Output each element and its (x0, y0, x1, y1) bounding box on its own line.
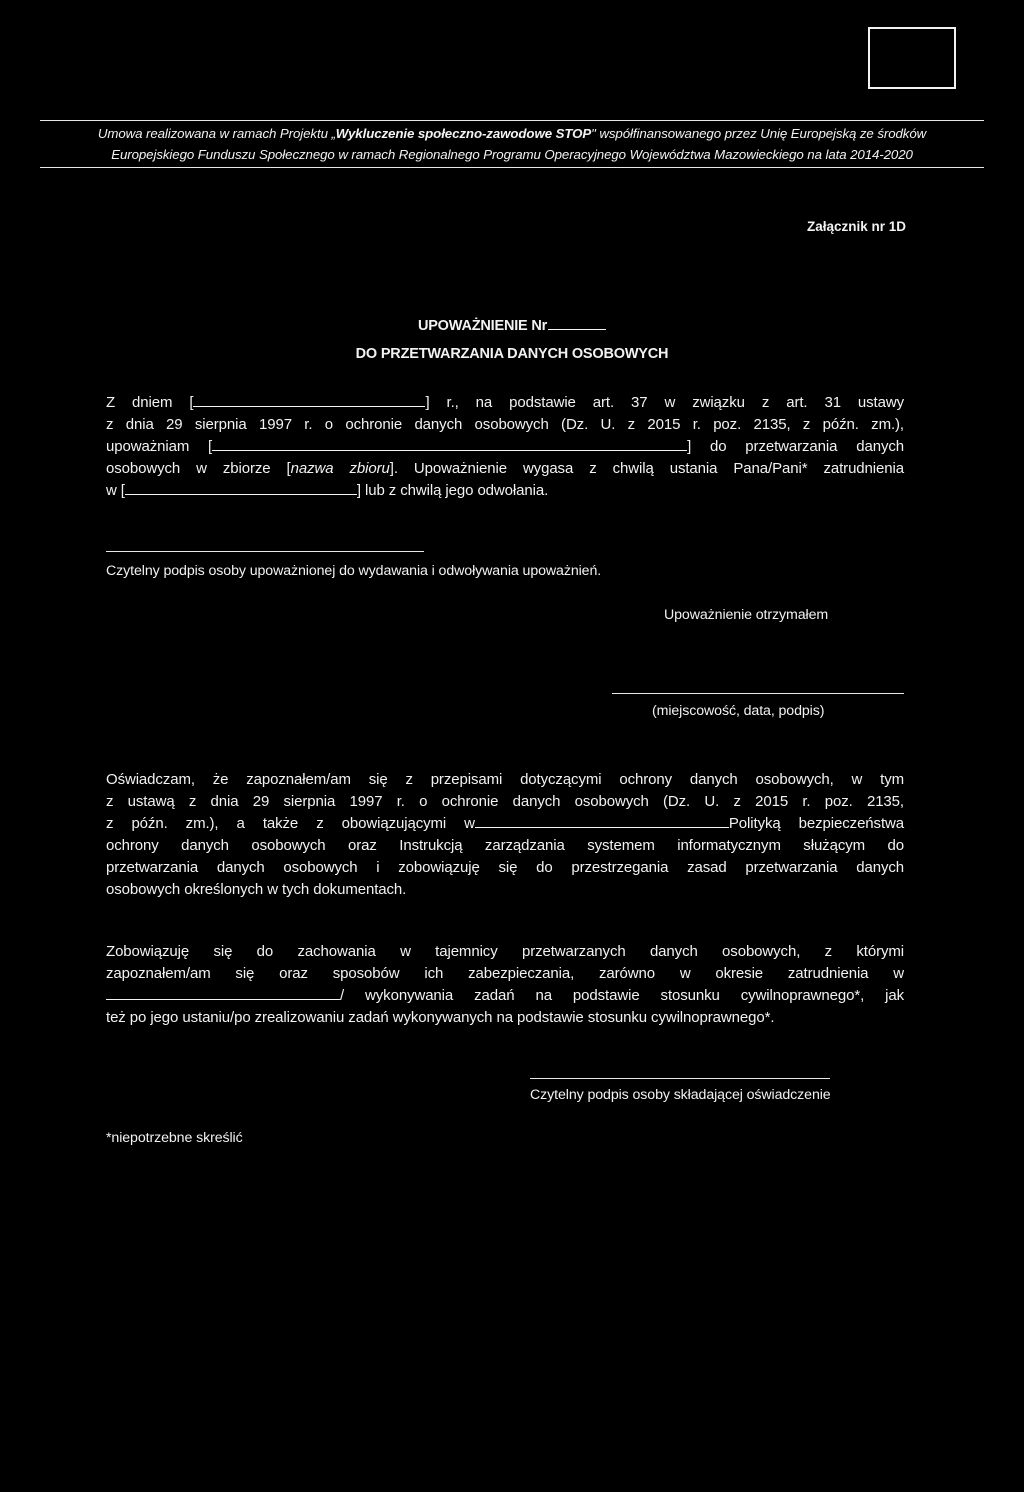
dataset-name: nazwa zbioru (290, 460, 390, 477)
signature-caption-2: Czytelny podpis osoby składającej oświadczenie (530, 1087, 831, 1103)
declaration-paragraph: Oświadczam, że zapoznałem/am się z przepisami dotyczącymi ochrony danych osobowych, w tym z ustawą z dnia 29 sierpnia 1997 r. o ochronie danych osobowych (Dz. U. z 2015 r. poz. 2135, z późn. zm.), a także z obowiązującymi w Polityką bezpieczeństwa ochrony danych osobowych oraz Instrukcją zarządzania systemem informatycznym służącym do przetwarzania danych osobowych i zobowiązuję się do przestrzegania zasad przetwarzania danych osobowych określonych w tych dokumentach. (106, 771, 904, 898)
header-top-rule (40, 120, 984, 121)
document-subtitle: DO PRZETWARZANIA DANYCH OSOBOWYCH (355, 346, 669, 362)
obligation-paragraph: Zobowiązuję się do zachowania w tajemnicy przetwarzanych danych osobowych, z którymi zapoznałem/am się oraz sposobów ich zabezpieczania, zarówno w okresie zatrudnienia w / wykonywania zadań na podstawie stosunku cywilnoprawnego*, jak też po jego ustaniu/po zrealizowaniu zadań wykonywanych na podstawie stosunku cywilnoprawnego*. (106, 943, 904, 1026)
project-name: Wykluczenie społeczno-zawodowe STOP (335, 126, 592, 141)
person-blank[interactable] (212, 437, 687, 451)
footnote: *niepotrzebne skreślić (106, 1130, 243, 1146)
annex-label: Załącznik nr 1D (806, 219, 906, 234)
document-title: UPOWAŻNIENIE Nr (0, 318, 1024, 334)
signature-line-1[interactable] (106, 551, 424, 552)
received-caption: (miejscowość, data, podpis) (652, 703, 825, 719)
header-line-1: Umowa realizowana w ramach Projektu „Wykluczenie społeczno-zawodowe STOP" współfinansowanego przez Unię Europejską ze środków (97, 126, 927, 141)
signature-line-2[interactable] (612, 693, 904, 694)
corner-box (868, 27, 956, 89)
signature-caption-1: Czytelny podpis osoby upoważnionej do wydawania i odwoływania upoważnień. (106, 563, 602, 579)
employer-blank[interactable] (125, 481, 357, 495)
received-label: Upoważnienie otrzymałem (664, 607, 829, 623)
header-bottom-rule (40, 167, 984, 168)
organization-blank[interactable] (475, 814, 729, 828)
date-blank[interactable] (193, 393, 425, 407)
employment-place-blank[interactable] (106, 986, 340, 1000)
signature-line-3[interactable] (530, 1078, 830, 1079)
header-line-2: Europejskiego Funduszu Społecznego w ramach Regionalnego Programu Operacyjnego Województwa Mazowieckiego na lata 2014-2020 (111, 147, 913, 162)
number-blank[interactable] (548, 329, 606, 330)
authorization-paragraph: Z dniem [ ] r., na podstawie art. 37 w związku z art. 31 ustawy z dnia 29 sierpnia 1997 r. o ochronie danych osobowych (Dz. U. z 2015 r. poz. 2135, z późn. zm.), upoważniam [ ] do przetwarzania danych osobowych w zbiorze [nazwa zbioru]. Upoważnienie wygasa z chwilą ustania Pana/Pani* zatrudnienia w [ ] lub z chwilą jego odwołania. (106, 394, 904, 499)
